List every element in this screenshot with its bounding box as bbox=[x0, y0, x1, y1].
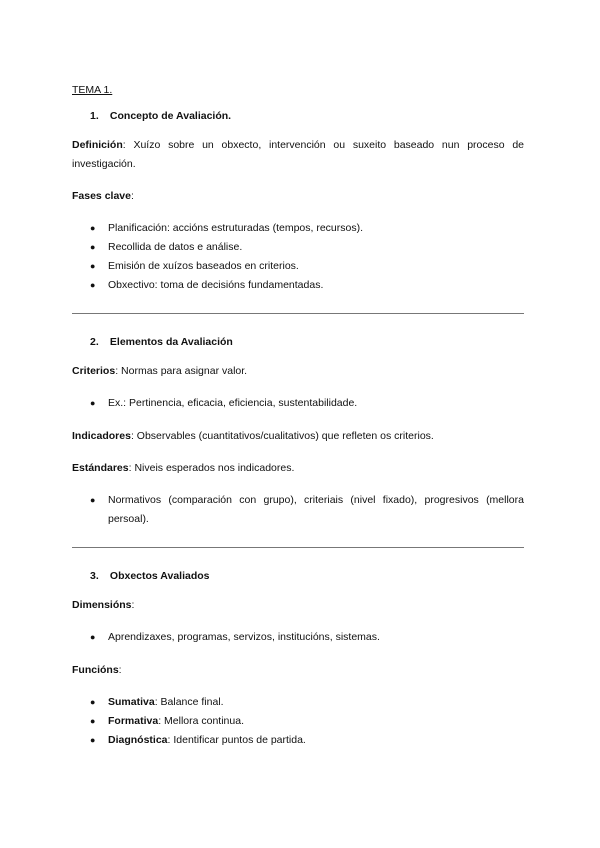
function-term: Diagnóstica bbox=[108, 734, 168, 746]
bullet-icon: ● bbox=[90, 735, 96, 745]
dimensions-label: Dimensións bbox=[72, 599, 132, 611]
bullet-icon: ● bbox=[90, 280, 96, 290]
bullet-icon: ● bbox=[90, 495, 96, 505]
bullet-icon: ● bbox=[90, 398, 96, 408]
dimensions-paragraph bbox=[72, 596, 524, 615]
bullet-icon: ● bbox=[90, 261, 96, 271]
indicadores-label: Indicadores bbox=[72, 430, 131, 442]
fases-paragraph bbox=[72, 187, 524, 206]
section-number: 1. bbox=[90, 110, 99, 122]
section-divider bbox=[72, 547, 524, 548]
section-divider bbox=[72, 313, 524, 314]
list-item: ● Planificación: accións estruturadas (tempos, recursos). bbox=[72, 219, 524, 238]
function-desc: : Identificar puntos de partida. bbox=[167, 734, 306, 746]
criterios-text: : Normas para asignar valor. bbox=[115, 365, 248, 377]
bullet-icon: ● bbox=[90, 242, 96, 252]
indicadores-paragraph bbox=[72, 427, 524, 446]
indicadores-text: : Observables (cuantitativos/cualitativos) que refleten os criterios. bbox=[130, 430, 434, 442]
criterios-paragraph bbox=[72, 362, 524, 381]
estandares-list bbox=[72, 491, 524, 529]
function-term: Sumativa bbox=[108, 696, 155, 708]
fases-suffix: : bbox=[130, 190, 134, 202]
funcions-suffix: : bbox=[118, 664, 122, 676]
list-item: ● Obxectivo: toma de decisións fundamentadas. bbox=[72, 276, 524, 295]
bullet-icon: ● bbox=[90, 697, 96, 707]
dimensions-suffix: : bbox=[131, 599, 135, 611]
funcions-label: Funcións bbox=[72, 664, 119, 676]
bullet-icon: ● bbox=[90, 223, 96, 233]
dimensions-list bbox=[72, 628, 524, 647]
section-heading-text: Concepto de Avaliación. bbox=[109, 110, 232, 122]
fases-label: Fases clave bbox=[72, 190, 131, 202]
criterios-list bbox=[72, 394, 524, 413]
section-1-heading bbox=[72, 110, 524, 122]
definicion-paragraph bbox=[72, 136, 524, 174]
bullet-icon: ● bbox=[90, 632, 96, 642]
section-3-heading bbox=[72, 570, 524, 582]
list-item: ● Aprendizaxes, programas, servizos, institucións, sistemas. bbox=[72, 628, 524, 647]
funcions-paragraph bbox=[72, 661, 524, 680]
criterios-label: Criterios bbox=[72, 365, 116, 377]
funcions-list bbox=[72, 693, 524, 750]
fases-list bbox=[72, 219, 524, 295]
section-2-heading bbox=[72, 336, 524, 348]
list-item: ● Recollida de datos e análise. bbox=[72, 238, 524, 257]
estandares-text: : Niveis esperados nos indicadores. bbox=[128, 462, 295, 474]
section-heading-text: Elementos da Avaliación bbox=[109, 336, 233, 348]
bullet-icon: ● bbox=[90, 716, 96, 726]
section-heading-text: Obxectos Avaliados bbox=[109, 570, 210, 582]
section-number: 2. bbox=[90, 336, 99, 348]
list-item: ● Normativos (comparación con grupo), criteriais (nivel fixado), progresivos (mellora persoal). bbox=[72, 491, 524, 529]
list-item bbox=[72, 731, 524, 750]
list-item: ● Ex.: Pertinencia, eficacia, eficiencia, sustentabilidade. bbox=[72, 394, 524, 413]
list-item bbox=[72, 693, 524, 712]
list-item bbox=[72, 712, 524, 731]
list-item: ● Emisión de xuízos baseados en criterios. bbox=[72, 257, 524, 276]
definicion-label: Definición bbox=[72, 139, 123, 151]
definicion-text: : Xuízo sobre un obxecto, intervención ou suxeito baseado nun proceso de investigación. bbox=[72, 139, 524, 170]
function-desc: : Mellora continua. bbox=[158, 715, 244, 727]
section-number: 3. bbox=[90, 570, 99, 582]
document-title: TEMA 1. bbox=[72, 84, 113, 96]
function-desc: : Balance final. bbox=[154, 696, 224, 708]
document-page bbox=[72, 84, 524, 764]
estandares-label: Estándares bbox=[72, 462, 129, 474]
function-term: Formativa bbox=[108, 715, 159, 727]
estandares-paragraph bbox=[72, 459, 524, 478]
